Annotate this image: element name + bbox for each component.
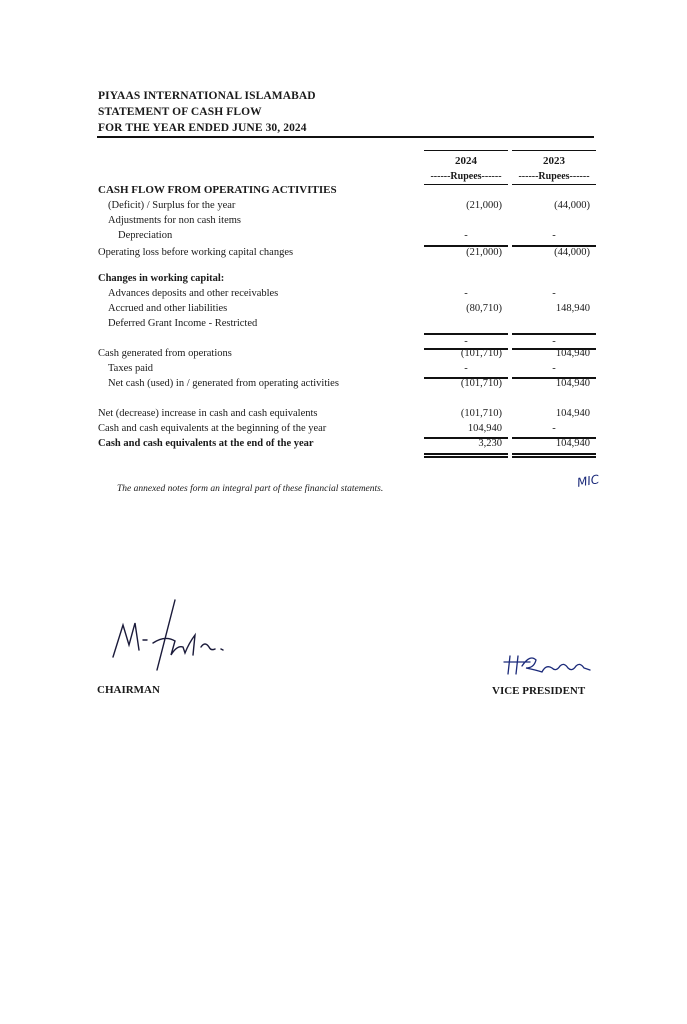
subtotal-rule <box>424 333 508 335</box>
value-2024: 104,940 <box>467 423 502 434</box>
table-row <box>0 288 687 303</box>
value-2024: (101,710) <box>460 348 502 359</box>
value-2023: (44,000) <box>554 200 590 211</box>
value-2024: 3,230 <box>478 438 502 449</box>
section-title: CASH FLOW FROM OPERATING ACTIVITIES <box>98 184 337 196</box>
row-label: (Deficit) / Surplus for the year <box>108 200 236 211</box>
table-row <box>0 378 687 393</box>
value-2023: 104,940 <box>555 438 590 449</box>
value-2023: (44,000) <box>554 247 590 258</box>
row-label: Cash generated from operations <box>98 348 232 359</box>
col-year-2023: 2023 <box>543 155 565 167</box>
value-2023: 104,940 <box>555 378 590 389</box>
value-2023: - <box>552 288 556 299</box>
table-row <box>0 230 687 245</box>
table-row <box>0 408 687 423</box>
double-underline <box>512 456 596 458</box>
section-title: Changes in working capital: <box>98 273 225 284</box>
value-2024: (101,710) <box>460 408 502 419</box>
table-row <box>0 423 687 438</box>
value-2024: (80,710) <box>466 303 502 314</box>
header-rule <box>97 136 594 138</box>
row-label: Advances deposits and other receivables <box>108 288 279 299</box>
table-row <box>0 200 687 215</box>
section-operating-activities <box>0 184 687 199</box>
col-year-2024: 2024 <box>455 155 477 167</box>
value-2024: - <box>464 230 468 241</box>
value-2024: (21,000) <box>466 247 502 258</box>
row-label: Depreciation <box>118 230 173 241</box>
row-label: Net cash (used) in / generated from operating activities <box>108 378 339 389</box>
value-2023: 104,940 <box>555 348 590 359</box>
table-row <box>0 318 687 333</box>
col-2023-top-rule <box>512 150 596 151</box>
value-2024: - <box>464 336 468 347</box>
value-2024: - <box>464 363 468 374</box>
table-row <box>0 247 687 262</box>
double-underline <box>512 453 596 455</box>
value-2024: (21,000) <box>466 200 502 211</box>
double-underline <box>424 456 508 458</box>
table-row <box>0 363 687 378</box>
table-row <box>0 303 687 318</box>
row-label: Cash and cash equivalents at the end of the year <box>98 438 314 449</box>
col-unit-2023: ------Rupees------ <box>518 171 590 182</box>
double-underline <box>424 453 508 455</box>
row-label: Taxes paid <box>108 363 154 374</box>
chairman-signature-icon <box>105 595 245 685</box>
value-2023: - <box>552 230 556 241</box>
value-2023: - <box>552 363 556 374</box>
value-2023: - <box>552 423 556 434</box>
col-unit-2024: ------Rupees------ <box>430 171 502 182</box>
vice-president-title: VICE PRESIDENT <box>492 685 586 697</box>
section-working-capital <box>0 273 687 288</box>
vice-president-signature-icon <box>500 650 600 680</box>
table-row <box>0 348 687 363</box>
value-2023: 104,940 <box>555 408 590 419</box>
table-row-total <box>0 438 687 453</box>
value-2023: - <box>552 336 556 347</box>
row-label: Net (decrease) increase in cash and cash equivalents <box>98 408 318 419</box>
statement-title: STATEMENT OF CASH FLOW <box>98 106 262 118</box>
row-label: Cash and cash equivalents at the beginning of the year <box>98 423 327 434</box>
value-2024: (101,710) <box>460 378 502 389</box>
handwritten-initials: MIC <box>575 472 601 490</box>
value-2024: - <box>464 288 468 299</box>
row-label: Adjustments for non cash items <box>108 215 241 226</box>
row-label: Operating loss before working capital changes <box>98 247 294 258</box>
statement-period: FOR THE YEAR ENDED JUNE 30, 2024 <box>98 122 307 134</box>
table-row <box>0 215 687 230</box>
subtotal-rule <box>512 333 596 335</box>
annexed-notes-statement: The annexed notes form an integral part of these financial statements. <box>117 484 384 494</box>
chairman-title: CHAIRMAN <box>97 684 160 696</box>
row-label: Accrued and other liabilities <box>108 303 228 314</box>
value-2023: 148,940 <box>555 303 590 314</box>
company-name: PIYAAS INTERNATIONAL ISLAMABAD <box>98 90 316 102</box>
row-label: Deferred Grant Income - Restricted <box>108 318 258 329</box>
col-2024-top-rule <box>424 150 508 151</box>
